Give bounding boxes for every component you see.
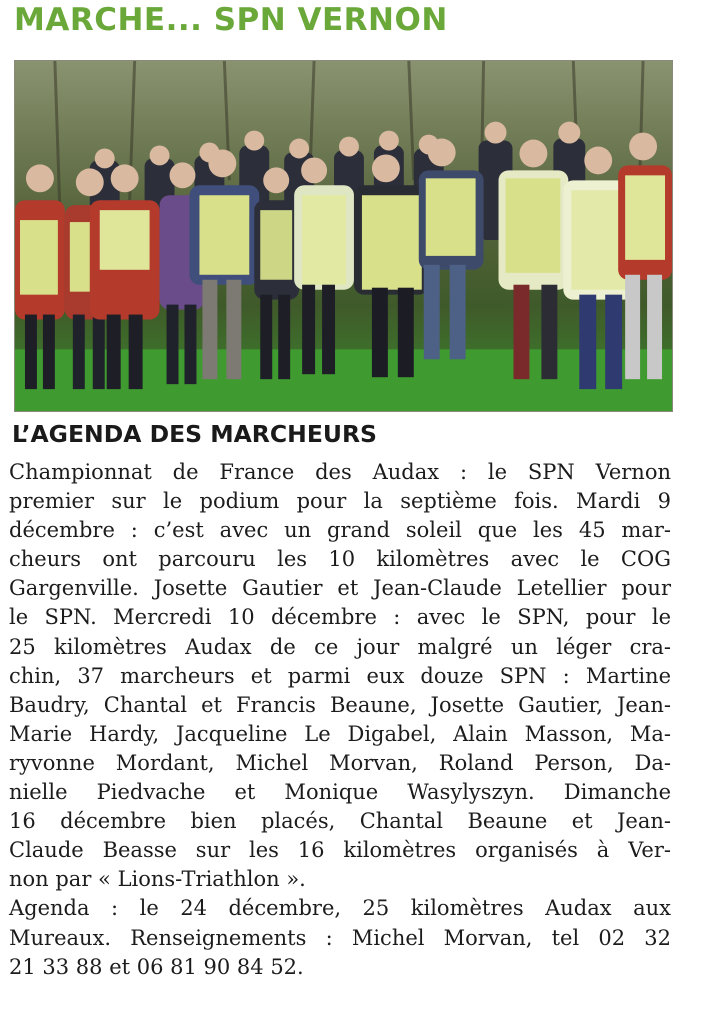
article-line: Claude Beasse sur les 16 kilomètres organisés à Ver- [9,838,671,863]
article-line: ryvonne Mordant, Michel Morvan, Roland Person, Da- [9,750,671,775]
article-line: Agenda : le 24 décembre, 25 kilomètres Audax aux [9,896,671,921]
headline: MARCHE... SPN VERNON [14,2,448,38]
article-line: 16 décembre bien placés, Chantal Beaune et Jean- [9,809,671,834]
article-line: décembre : c’est avec un grand soleil que les 45 mar- [9,518,671,543]
article-line: Baudry, Chantal et Francis Beaune, Josette Gautier, Jean- [9,692,671,717]
article-line: Championnat de France des Audax : le SPN Vernon [9,460,671,484]
article-line: Marie Hardy, Jacqueline Le Digabel, Alain Masson, Ma- [9,721,671,746]
group-photo-illustration [15,61,672,411]
article-line: chin, 37 marcheurs et parmi eux douze SPN : Martine [9,663,671,688]
section-title: L’AGENDA DES MARCHEURS [12,420,377,448]
group-photo [14,60,673,412]
article-line: 21 33 88 et 06 81 90 84 52. [9,954,304,979]
article-line: non par « Lions-Triathlon ». [9,867,306,892]
article-line: Mureaux. Renseignements : Michel Morvan, tel 02 32 [9,925,671,950]
article-line: le SPN. Mercredi 10 décembre : avec le SPN, pour le [9,605,671,630]
article-line: nielle Piedvache et Monique Wasylyszyn. Dimanche [9,780,671,805]
article-line: premier sur le podium pour la septième fois. Mardi 9 [9,489,671,514]
article-line: Gargenville. Josette Gautier et Jean-Claude Letellier pour [9,576,671,601]
article-line: 25 kilomètres Audax de ce jour malgré un léger cra- [9,634,671,659]
article-line: cheurs ont parcouru les 10 kilomètres avec le COG [9,547,671,572]
article-body [9,458,671,982]
